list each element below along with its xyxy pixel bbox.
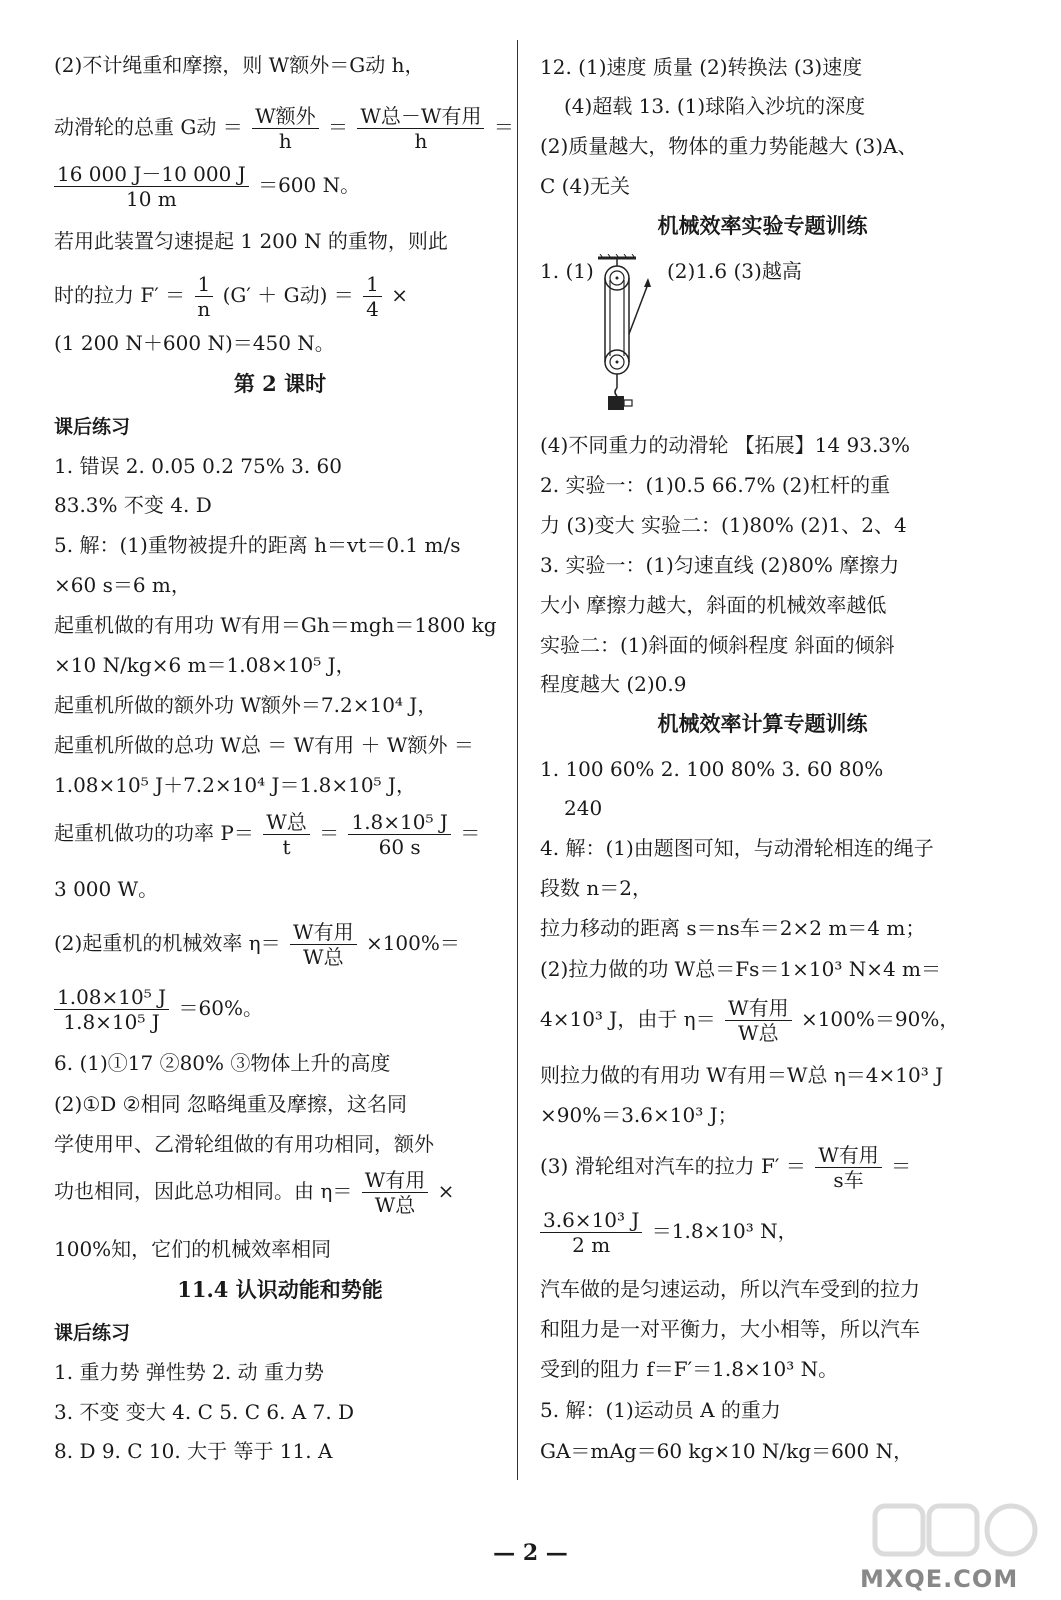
numerator: W有用 — [290, 920, 357, 945]
text: (2)起重机的机械效率 η＝ — [54, 931, 281, 955]
numerator: 1 — [363, 272, 382, 297]
text-line: 大小 摩擦力越大，斜面的机械效率越低 — [540, 593, 887, 617]
equation-line — [54, 1168, 454, 1217]
section-subheading: 课后练习 — [54, 1322, 131, 1344]
text-line: (2)不计绳重和摩擦，则 W额外＝G动 h， — [54, 53, 425, 77]
denominator: 10 m — [125, 187, 177, 211]
text-line: 3 000 W。 — [54, 877, 159, 901]
text-line: 1. (1) — [540, 259, 594, 283]
watermark-text: MXQE.COM — [860, 1565, 1019, 1593]
denominator: h — [278, 129, 292, 153]
fraction — [815, 1143, 882, 1192]
fraction — [357, 104, 484, 153]
text-line: 起重机做的有用功 W有用＝Gh＝mgh＝1800 kg — [54, 613, 497, 637]
denominator: W总 — [374, 1193, 416, 1217]
text-line: 4. 解：(1)由题图可知，与动滑轮相连的绳子 — [540, 836, 934, 860]
text-line: (2)拉力做的功 W总＝Fs＝1×10³ N×4 m＝ — [540, 957, 941, 981]
numerator: W有用 — [725, 996, 792, 1021]
fraction — [263, 810, 310, 859]
equation-line — [54, 272, 408, 321]
text-line: 学使用甲、乙滑轮组做的有用功相同，额外 — [54, 1132, 434, 1156]
text-line: (2)①D ②相同 忽略绳重及摩擦，这名同 — [54, 1092, 407, 1116]
numerator: 16 000 J－10 000 J — [54, 162, 249, 187]
section-heading: 机械效率实验专题训练 — [657, 213, 868, 238]
text-line: 240 — [564, 796, 603, 820]
text-line: 起重机所做的总功 W总 ＝ W有用 ＋ W额外 ＝ — [54, 733, 474, 757]
text: × — [391, 283, 408, 307]
fraction — [290, 920, 357, 969]
text-line: 5. 解：(1)重物被提升的距离 h＝vt＝0.1 m/s — [54, 533, 461, 557]
fraction — [362, 1168, 429, 1217]
text-line: 程度越大 (2)0.9 — [540, 672, 687, 696]
text-line: 汽车做的是匀速运动，所以汽车受到的拉力 — [540, 1277, 920, 1301]
text-line: 12. (1)速度 质量 (2)转换法 (3)速度 — [540, 55, 863, 79]
text: ×100%＝ — [365, 931, 460, 955]
numerator: 1.08×10⁵ J — [54, 985, 169, 1010]
numerator: 3.6×10³ J — [540, 1208, 642, 1233]
text: 4×10³ J，由于 η＝ — [540, 1007, 716, 1031]
text-line: 8. D 9. C 10. 大于 等于 11. A — [54, 1439, 333, 1463]
numerator: W总 — [263, 810, 310, 835]
text-line: C (4)无关 — [540, 174, 630, 198]
numerator: W额外 — [252, 104, 319, 129]
text-line: 1. 100 60% 2. 100 80% 3. 60 80% — [540, 757, 884, 781]
text-line: ×90%＝3.6×10³ J； — [540, 1103, 738, 1127]
text-line: 5. 解：(1)运动员 A 的重力 — [540, 1398, 781, 1422]
text-line: 则拉力做的有用功 W有用＝W总 η＝4×10³ J — [540, 1063, 944, 1087]
equation-line — [54, 920, 460, 969]
fraction — [540, 1208, 642, 1257]
numerator: W有用 — [362, 1168, 429, 1193]
equation-line — [54, 104, 514, 153]
fraction — [725, 996, 792, 1045]
text-line: ×60 s＝6 m， — [54, 573, 191, 597]
text-line: 受到的阻力 f＝F′＝1.8×10³ N。 — [540, 1357, 839, 1381]
fraction — [54, 985, 169, 1034]
numerator: W有用 — [815, 1143, 882, 1168]
fraction — [252, 104, 319, 153]
numerator: W总－W有用 — [357, 104, 484, 129]
text-line: 若用此装置匀速提起 1 200 N 的重物，则此 — [54, 229, 448, 253]
text-line: 段数 n＝2， — [540, 876, 652, 900]
text-line: 3. 实验一：(1)匀速直线 (2)80% 摩擦力 — [540, 553, 900, 577]
text: ＝ — [493, 115, 514, 139]
fraction — [195, 272, 214, 321]
text-line: 1. 重力势 弹性势 2. 动 重力势 — [54, 1360, 324, 1384]
equation-line — [540, 1143, 911, 1192]
text: 起重机做功的功率 P＝ — [54, 821, 254, 845]
section-subheading: 课后练习 — [54, 416, 131, 438]
equation-line — [54, 162, 360, 211]
numerator: 1 — [195, 272, 214, 297]
text-line: ×10 N/kg×6 m＝1.08×10⁵ J， — [54, 653, 356, 677]
text-line: 2. 实验一：(1)0.5 66.7% (2)杠杆的重 — [540, 473, 891, 497]
text: 动滑轮的总重 G动 ＝ — [54, 115, 243, 139]
denominator: W总 — [738, 1021, 779, 1045]
text-line: 1. 错误 2. 0.05 0.2 75% 3. 60 — [54, 454, 342, 478]
text: ＝ — [460, 821, 481, 845]
text-line: 6. (1)①17 ②80% ③物体上升的高度 — [54, 1051, 391, 1075]
text: (G′ ＋ G动) ＝ — [222, 283, 354, 307]
text-line: 和阻力是一对平衡力，大小相等，所以汽车 — [540, 1317, 920, 1341]
text: × — [437, 1179, 455, 1203]
fraction — [54, 162, 249, 211]
text: ×100%＝90%， — [800, 1007, 960, 1031]
text-line: (2)质量越大，物体的重力势能越大 (3)A、 — [540, 134, 918, 158]
text: ＝ — [319, 821, 340, 845]
text-line: 1.08×10⁵ J＋7.2×10⁴ J＝1.8×10⁵ J， — [54, 773, 416, 797]
text-line: 拉力移动的距离 s＝ns车＝2×2 m＝4 m； — [540, 916, 926, 940]
denominator: 2 m — [572, 1233, 611, 1257]
column-divider — [517, 40, 518, 1480]
text-line: 3. 不变 变大 4. C 5. C 6. A 7. D — [54, 1400, 355, 1424]
text: 功也相同，因此总功相同。由 η＝ — [54, 1179, 353, 1203]
text-line: 实验二：(1)斜面的倾斜程度 斜面的倾斜 — [540, 633, 895, 657]
text: ＝ — [891, 1154, 912, 1178]
equation-line — [54, 985, 263, 1034]
denominator: 4 — [366, 297, 379, 321]
numerator: 1.8×10⁵ J — [348, 810, 450, 835]
text-line: (4)超载 13. (1)球陷入沙坑的深度 — [564, 94, 866, 118]
denominator: 1.8×10⁵ J — [63, 1010, 160, 1034]
text-line: 力 (3)变大 实验二：(1)80% (2)1、2、4 — [540, 513, 907, 537]
fraction — [348, 810, 450, 859]
text-line: (4)不同重力的动滑轮 【拓展】14 93.3% — [540, 433, 911, 457]
text-line: GA＝mAg＝60 kg×10 N/kg＝600 N， — [540, 1439, 914, 1463]
denominator: W总 — [303, 945, 344, 969]
text: (3) 滑轮组对汽车的拉力 F′ ＝ — [540, 1154, 806, 1178]
text: ＝1.8×10³ N， — [651, 1219, 798, 1243]
denominator: h — [414, 129, 428, 153]
equation-line — [540, 1208, 798, 1257]
denominator: n — [197, 297, 211, 321]
page-number: — 2 — — [493, 1540, 568, 1566]
fraction — [363, 272, 382, 321]
text-line: 83.3% 不变 4. D — [54, 493, 212, 517]
denominator: t — [282, 835, 291, 859]
text: ＝ — [327, 115, 348, 139]
section-heading: 11.4 认识动能和势能 — [177, 1277, 383, 1302]
equation-line — [54, 810, 480, 859]
lesson-heading: 第 2 课时 — [233, 371, 327, 396]
section-heading: 机械效率计算专题训练 — [657, 711, 868, 736]
text-line: (1 200 N＋600 N)＝450 N。 — [54, 331, 335, 355]
equation-line — [540, 996, 959, 1045]
text: ＝600 N。 — [258, 173, 361, 197]
denominator: 60 s — [378, 835, 421, 859]
text: ＝60%。 — [178, 996, 263, 1020]
text-line: (2)1.6 (3)越高 — [667, 259, 802, 283]
text: 时的拉力 F′ ＝ — [54, 283, 186, 307]
denominator: s车 — [833, 1168, 864, 1192]
pulley-diagram — [592, 254, 662, 418]
text-line: 100%知，它们的机械效率相同 — [54, 1237, 332, 1261]
text-line: 起重机所做的额外功 W额外＝7.2×10⁴ J， — [54, 693, 438, 717]
